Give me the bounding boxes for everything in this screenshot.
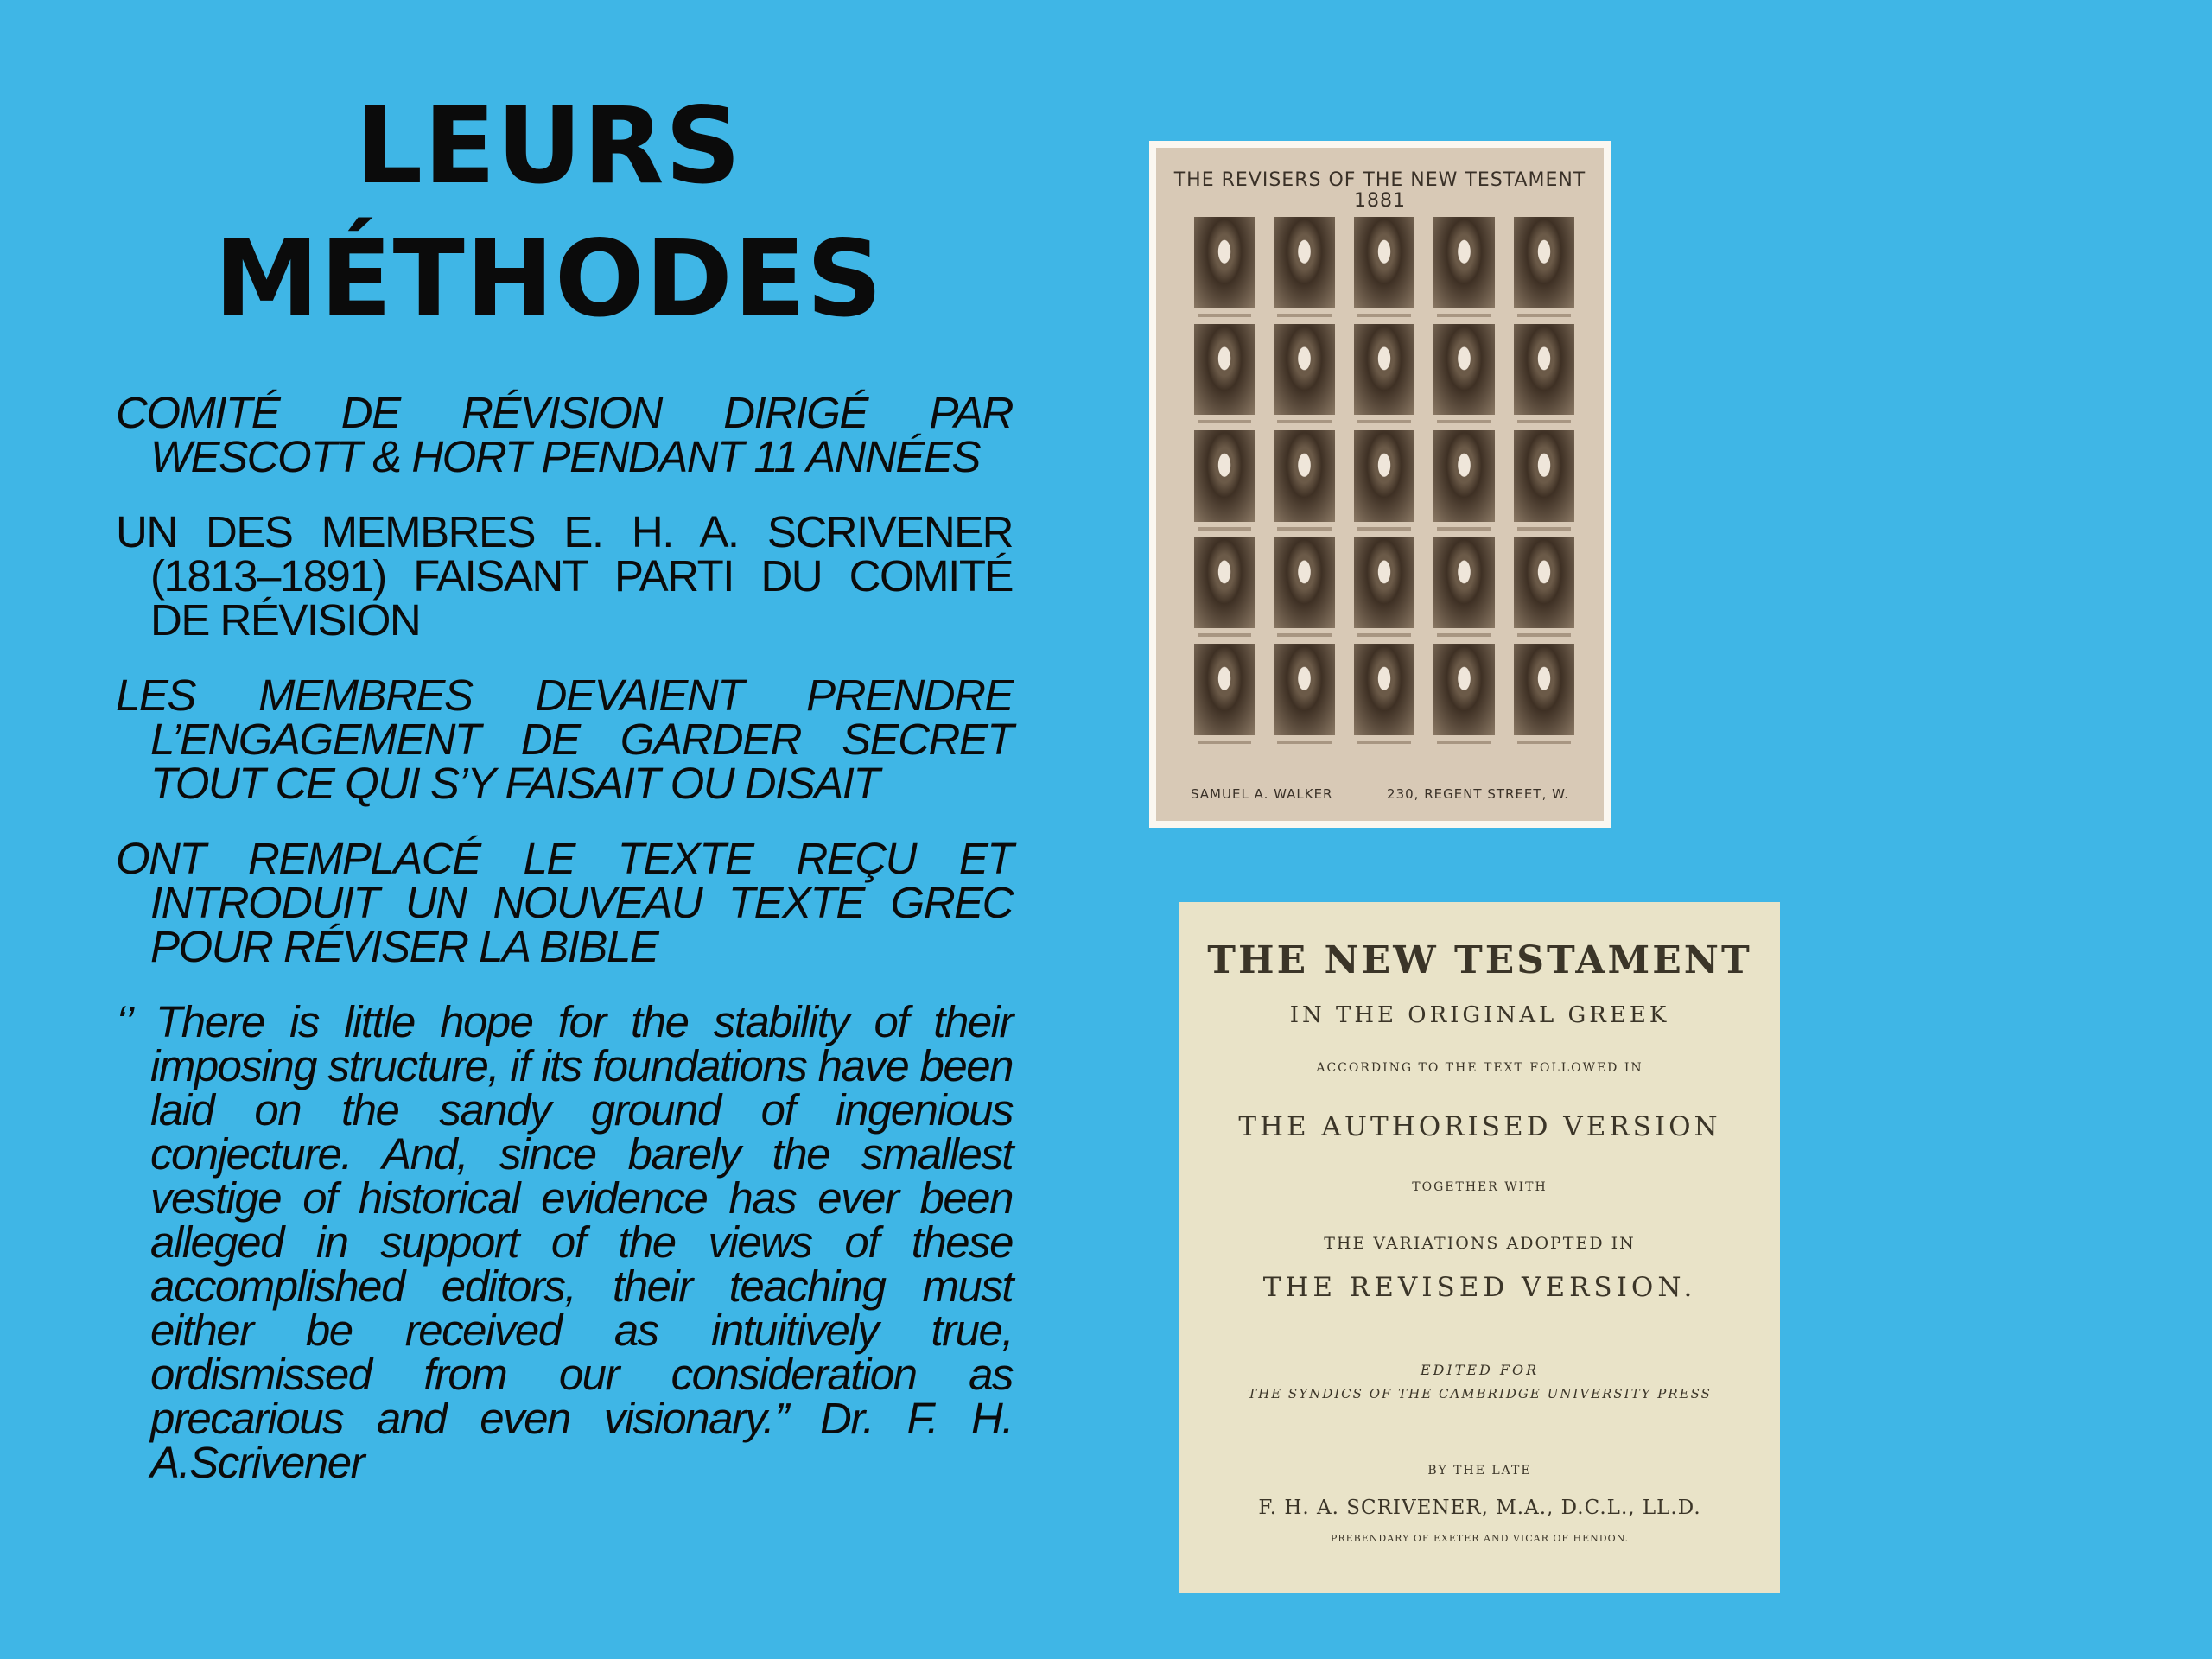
portrait-photo [1514,217,1574,308]
title-page-image [1179,902,1780,1593]
tp-prebendary: PREBENDARY OF EXETER AND VICAR OF HENDON. [1330,1533,1630,1544]
tp-syndics: THE SYNDICS OF THE CAMBRIDGE UNIVERSITY PRESS [1248,1386,1712,1402]
paragraph-secrecy: LES MEMBRES DEVAIENT PRENDRE L’ENGAGEMENT DE GARDER SECRET TOUT CE QUI S’Y FAISAIT OU DISAIT [116,671,1013,808]
paragraph-committee: COMITÉ DE RÉVISION DIRIGÉ PAR WESCOTT & HORT PENDANT 11 ANNÉES [116,388,1013,481]
portrait-photo [1433,537,1494,629]
portrait-photo [1274,537,1334,629]
portrait-photo [1194,537,1255,629]
tp-authorised: THE AUTHORISED VERSION [1238,1111,1721,1142]
revisers-photo-heading [1156,170,1604,212]
paragraph-scrivener: UN DES MEMBRES E. H. A. SCRIVENER (1813–1891) FAISANT PARTI DU COMITÉ DE RÉVISION [116,507,1013,645]
portrait-photo [1433,217,1494,308]
portrait-photo [1194,430,1255,522]
portrait-photo [1354,324,1414,416]
portrait-photo [1194,217,1255,308]
portrait-photo [1274,644,1334,735]
portrait-photo [1354,217,1414,308]
scrivener-quote: ‘’ There is little hope for the stability of their imposing structure, if its foundations have been laid on the sandy ground of ingenious conjecture. And, since barely the smallest vestige of historical evidence has ever been alleged in support of the views of these accomplished editors, their teaching must either be received as intuitively true, ordismissed from our consideration as precarious and even visionary.’’ Dr. F. H. A.Scrivener [116,997,1013,1487]
tp-by-the-late: BY THE LATE [1427,1464,1532,1478]
portrait-photo [1354,644,1414,735]
tp-revised: THE REVISED VERSION. [1262,1272,1697,1303]
portrait-photo [1194,644,1255,735]
portrait-photo [1274,324,1334,416]
portrait-grid [1194,217,1574,735]
portrait-photo [1194,324,1255,416]
tp-together: TOGETHER WITH [1412,1180,1548,1194]
tp-edited-for: EDITED FOR [1420,1362,1540,1378]
revisers-photo-year: 1881 [1354,190,1406,212]
paragraph-new-text: ONT REMPLACÉ LE TEXTE REÇU ET INTRODUIT UN NOUVEAU TEXTE GREC POUR RÉVISER LA BIBLE [116,834,1013,971]
revisers-photo-inner [1156,148,1604,821]
tp-according: ACCORDING TO THE TEXT FOLLOWED IN [1316,1061,1643,1075]
revisers-photo-title: THE REVISERS OF THE NEW TESTAMENT [1173,169,1586,191]
portrait-photo [1354,430,1414,522]
title-line-2: MÉTHODES [213,218,884,340]
revisers-photo-footer [1191,786,1569,802]
portrait-photo [1274,217,1334,308]
portrait-photo [1514,537,1574,629]
photographer-name: SAMUEL A. WALKER [1191,786,1333,802]
portrait-photo [1514,430,1574,522]
tp-main-title: THE NEW TESTAMENT [1207,938,1752,982]
photographer-address: 230, REGENT STREET, W. [1387,786,1569,802]
portrait-photo [1354,537,1414,629]
portrait-photo [1433,430,1494,522]
portrait-photo [1433,324,1494,416]
portrait-photo [1433,644,1494,735]
tp-subtitle: IN THE ORIGINAL GREEK [1289,1002,1670,1028]
tp-scrivener: F. H. A. SCRIVENER, M.A., D.C.L., LL.D. [1258,1497,1701,1519]
revisers-photo [1149,141,1611,828]
tp-variations: THE VARIATIONS ADOPTED IN [1324,1234,1636,1253]
portrait-photo [1514,324,1574,416]
title-line-1: LEURS [355,85,742,207]
slide-title [121,79,976,346]
body-text [116,388,1013,1516]
portrait-photo [1274,430,1334,522]
portrait-photo [1514,644,1574,735]
